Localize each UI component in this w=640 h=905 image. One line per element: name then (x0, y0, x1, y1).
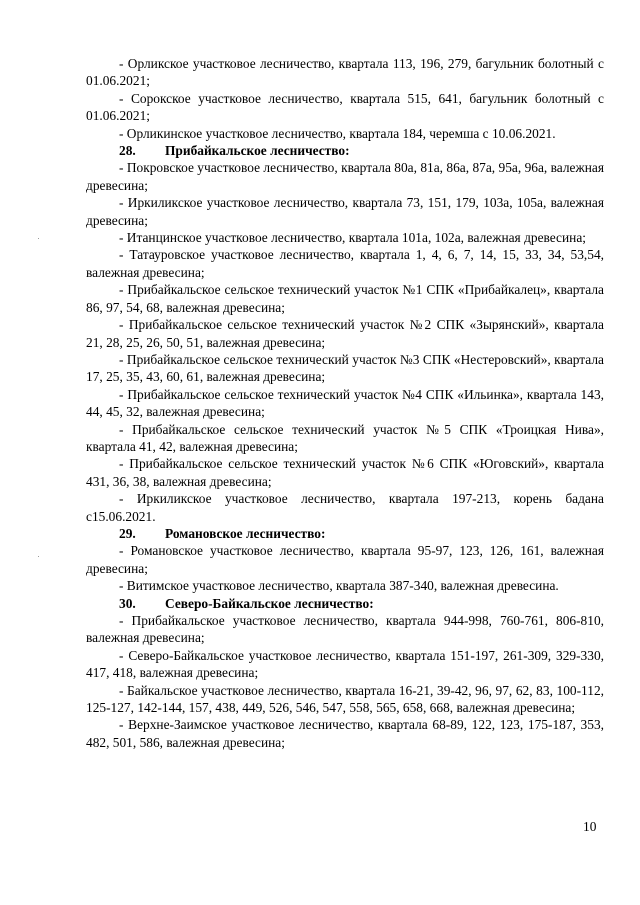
section-heading (86, 142, 604, 159)
section-title: Романовское лесничество: (165, 525, 326, 541)
section-heading (86, 595, 604, 612)
list-item: - Сорокское участковое лесничество, квартала 515, 641, багульник болотный с 01.06.2021; (86, 90, 604, 124)
section-title: Северо-Байкальское лесничество: (165, 595, 374, 611)
list-item: - Прибайкальское сельское технический участок №3 СПК «Нестеровский», квартала 17, 25, 35, 43, 60, 61, валежная древесина; (86, 351, 604, 385)
list-item: - Байкальское участковое лесничество, квартала 16-21, 39-42, 96, 97, 62, 83, 100-112, 125-127, 142-144, 157, 438, 449, 526, 546, 547, 558, 565, 658, 668, валежная древесина; (86, 682, 604, 716)
list-item: - Орликское участковое лесничество, квартала 113, 196, 279, багульник болотный с 01.06.2021; (86, 56, 604, 89)
list-item: - Прибайкальское сельское технический участок №5 СПК «Троицкая Нива», квартала 41, 42, валежная древесина; (86, 421, 604, 454)
list-item: - Татауровское участковое лесничество, квартала 1, 4, 6, 7, 14, 15, 33, 34, 53,54, валежная древесина; (86, 247, 604, 280)
list-item: - Прибайкальское участковое лесничество, квартала 944-998, 760-761, 806-810, валежная древесина; (86, 613, 604, 646)
scan-speck (38, 556, 39, 557)
list-item: - Иркиликское участковое лесничество, квартала 197-213, корень бадана с15.06.2021. (86, 491, 604, 524)
list-item: - Прибайкальское сельское технический участок №4 СПК «Ильинка», квартала 143, 44, 45, 32, валежная древесина; (86, 386, 604, 420)
page-number: 10 (583, 819, 597, 834)
list-item: - Прибайкальское сельское технический участок №1 СПК «Прибайкалец», квартала 86, 97, 54, 68, валежная древесина; (86, 282, 604, 315)
list-item: - Романовское участковое лесничество, квартала 95-97, 123, 126, 161, валежная древесина; (86, 543, 604, 576)
section-number: 30. (119, 595, 136, 611)
list-item: - Иркиликское участковое лесничество, квартала 73, 151, 179, 103а, 105а, валежная древесина; (86, 195, 604, 228)
list-item: - Покровское участковое лесничество, квартала 80а, 81а, 86а, 87а, 95а, 96а, валежная древесина; (86, 160, 604, 193)
list-item: - Верхне-Заимское участковое лесничество, квартала 68-89, 122, 123, 175-187, 353, 482, 501, 586, валежная древесина; (86, 717, 604, 750)
list-item: - Прибайкальское сельское технический участок №6 СПК «Юговский», квартала 431, 36, 38, валежная древесина; (86, 456, 604, 489)
section-title: Прибайкальское лесничество: (165, 143, 350, 159)
section-heading (86, 525, 604, 542)
section-number: 29. (119, 525, 136, 541)
document-body (86, 55, 604, 751)
list-item: - Северо-Байкальское участковое лесничество, квартала 151-197, 261-309, 329-330, 417, 418, валежная древесина; (86, 647, 604, 681)
section-number: 28. (119, 143, 136, 159)
list-item: - Витимское участковое лесничество, квартала 387-340, валежная древесина. (119, 578, 559, 594)
list-item: - Итанцинское участковое лесничество, квартала 101а, 102а, валежная древесина; (119, 230, 586, 246)
list-item: - Орликинское участковое лесничество, квартала 184, черемша с 10.06.2021. (119, 125, 556, 141)
list-item: - Прибайкальское сельское технический участок №2 СПК «Зырянский», квартала 21, 28, 25, 26, 50, 51, валежная древесина; (86, 317, 604, 350)
scan-speck (38, 238, 39, 239)
